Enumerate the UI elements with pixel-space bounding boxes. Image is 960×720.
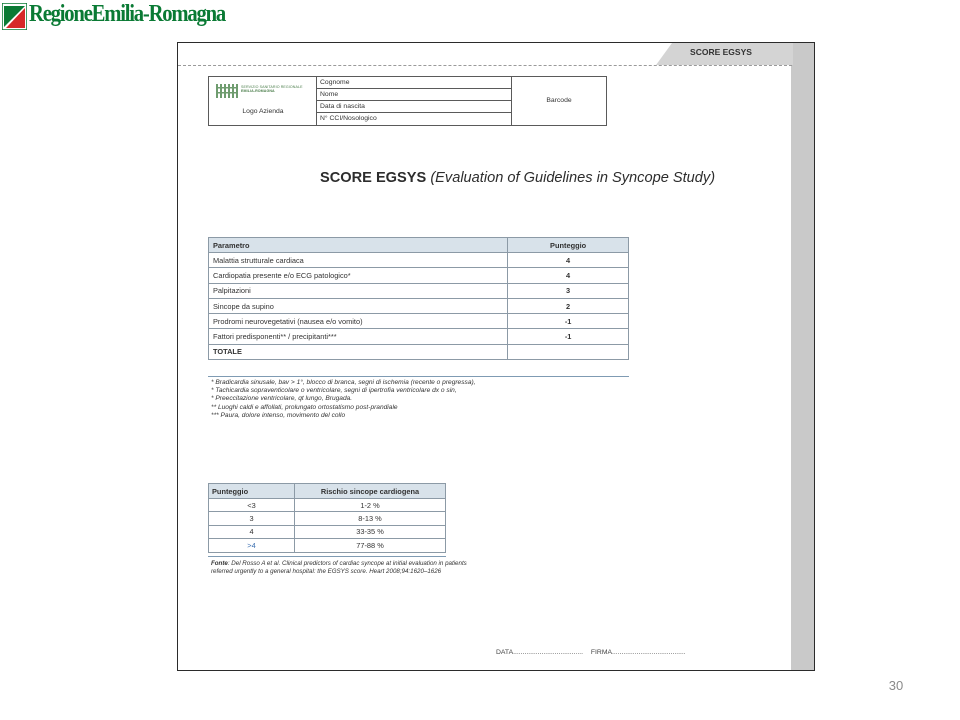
- slide-number: 30: [888, 678, 904, 693]
- parametro-cell: Cardiopatia presente e/o ECG patologico*: [209, 268, 508, 283]
- risk-header-rischio: Rischio sincope cardiogena: [295, 484, 446, 499]
- parametro-cell: Malattia strutturale cardiaca: [209, 253, 508, 268]
- parametro-cell: Palpitazioni: [209, 283, 508, 298]
- note-line: *** Paura, dolore intenso, movimento del collo: [211, 411, 346, 419]
- field-cognome: Cognome: [317, 77, 512, 89]
- document-title-italic: (Evaluation of Guidelines in Syncope Study): [430, 170, 716, 186]
- table-row: [209, 268, 629, 283]
- punteggio-cell: -1: [508, 314, 629, 329]
- table-row: [209, 298, 629, 313]
- table-row: [209, 329, 629, 344]
- punteggio-cell: 3: [508, 283, 629, 298]
- risk-table: [208, 483, 446, 553]
- note-line: * Bradicardia sinusale, bav > 1°, blocco di branca, segni di ischemia (recente o pregressa),: [211, 379, 476, 386]
- page-gutter: [791, 43, 814, 670]
- table-row: [209, 512, 446, 525]
- document-title: [320, 170, 715, 186]
- note-line: * Tachicardia sopraventicolare o ventricolare, segni di ipertrofia ventricolare dx o sin,: [211, 387, 457, 395]
- table-row: [209, 283, 629, 298]
- risk-rischio-cell: 77-88 %: [295, 539, 446, 552]
- table-row-totale: [209, 344, 629, 359]
- azienda-logo-cell: [209, 77, 317, 125]
- totale-value-cell: [508, 344, 629, 359]
- score-table-header: [209, 238, 629, 253]
- firma-field: FIRMA.......................................: [590, 649, 686, 656]
- score-egsys-document: [177, 42, 815, 671]
- document-title-strong: SCORE EGSYS: [320, 170, 427, 186]
- punteggio-cell: 4: [508, 253, 629, 268]
- table-row: [209, 525, 446, 538]
- risk-header-punteggio: Punteggio: [209, 484, 295, 499]
- score-notes: [211, 379, 611, 420]
- parametro-cell: Sincope da supino: [209, 298, 508, 313]
- document-banner-label: SCORE EGSYS: [690, 47, 752, 57]
- risk-punteggio-cell: 4: [209, 525, 295, 538]
- data-field: DATA.....................................: [496, 649, 583, 656]
- field-nosologico: N° CCI/Nosologico: [320, 115, 377, 122]
- patient-fields: [317, 77, 512, 125]
- ssr-logo-line: SERVIZIO SANITARIO REGIONALE: [241, 85, 303, 89]
- table-row: [209, 539, 446, 552]
- regione-flag-icon: [2, 3, 27, 30]
- fonte-label: Fonte: [211, 560, 228, 567]
- regione-logo-text: RegioneEmilia-Romagna: [29, 1, 226, 27]
- risk-punteggio-cell: <3: [209, 499, 295, 512]
- note-line: * Preeccitazione ventricolare, qt lungo, Brugada.: [211, 395, 353, 403]
- parametro-cell: Prodromi neurovegetativi (nausea e/o vomito): [209, 314, 508, 329]
- table-row: [209, 253, 629, 268]
- ssr-logo-icon: [216, 84, 238, 98]
- risk-fonte-rule: [208, 556, 446, 557]
- punteggio-cell: 4: [508, 268, 629, 283]
- score-header-parametro: Parametro: [209, 238, 508, 253]
- risk-rischio-cell: 8-13 %: [295, 512, 446, 525]
- field-data-nascita: Data di nascita: [317, 101, 512, 113]
- table-row: [209, 314, 629, 329]
- parametro-cell: Fattori predisponenti** / precipitanti***: [209, 329, 508, 344]
- risk-rischio-cell: 33-35 %: [295, 525, 446, 538]
- signature-line: [496, 649, 686, 656]
- regione-logo: [2, 1, 226, 32]
- note-line: ** Luoghi caldi e affollati, prolungato ortostatismo post-prandiale: [211, 403, 398, 411]
- score-notes-rule: [208, 376, 629, 377]
- fonte-text: : Del Rosso A et al. Clinical predictors of cardiac syncope at initial evaluation in patients referred urgently to a general hospital: the EGSYS score. Heart 2008;94:1620–1626: [211, 560, 467, 575]
- risk-punteggio-cell: 3: [209, 512, 295, 525]
- document-header-rule: [178, 65, 792, 66]
- risk-table-header: [209, 484, 446, 499]
- risk-rischio-cell: 1-2 %: [295, 499, 446, 512]
- table-row: [209, 499, 446, 512]
- punteggio-cell: -1: [508, 329, 629, 344]
- score-header-punteggio: Punteggio: [508, 238, 629, 253]
- patient-header-box: [208, 76, 607, 126]
- logo-azienda-label: Logo Azienda: [242, 108, 284, 115]
- totale-label-cell: TOTALE: [209, 344, 508, 359]
- fonte-citation: [211, 560, 471, 576]
- score-table: [208, 237, 629, 360]
- punteggio-cell: 2: [508, 298, 629, 313]
- ssr-logo-line: EMILIA-ROMAGNA: [241, 89, 275, 94]
- risk-punteggio-cell: >4: [209, 539, 295, 552]
- barcode-cell: Barcode: [546, 97, 572, 104]
- ssr-logo-text: [241, 85, 311, 93]
- field-nome: Nome: [317, 89, 512, 101]
